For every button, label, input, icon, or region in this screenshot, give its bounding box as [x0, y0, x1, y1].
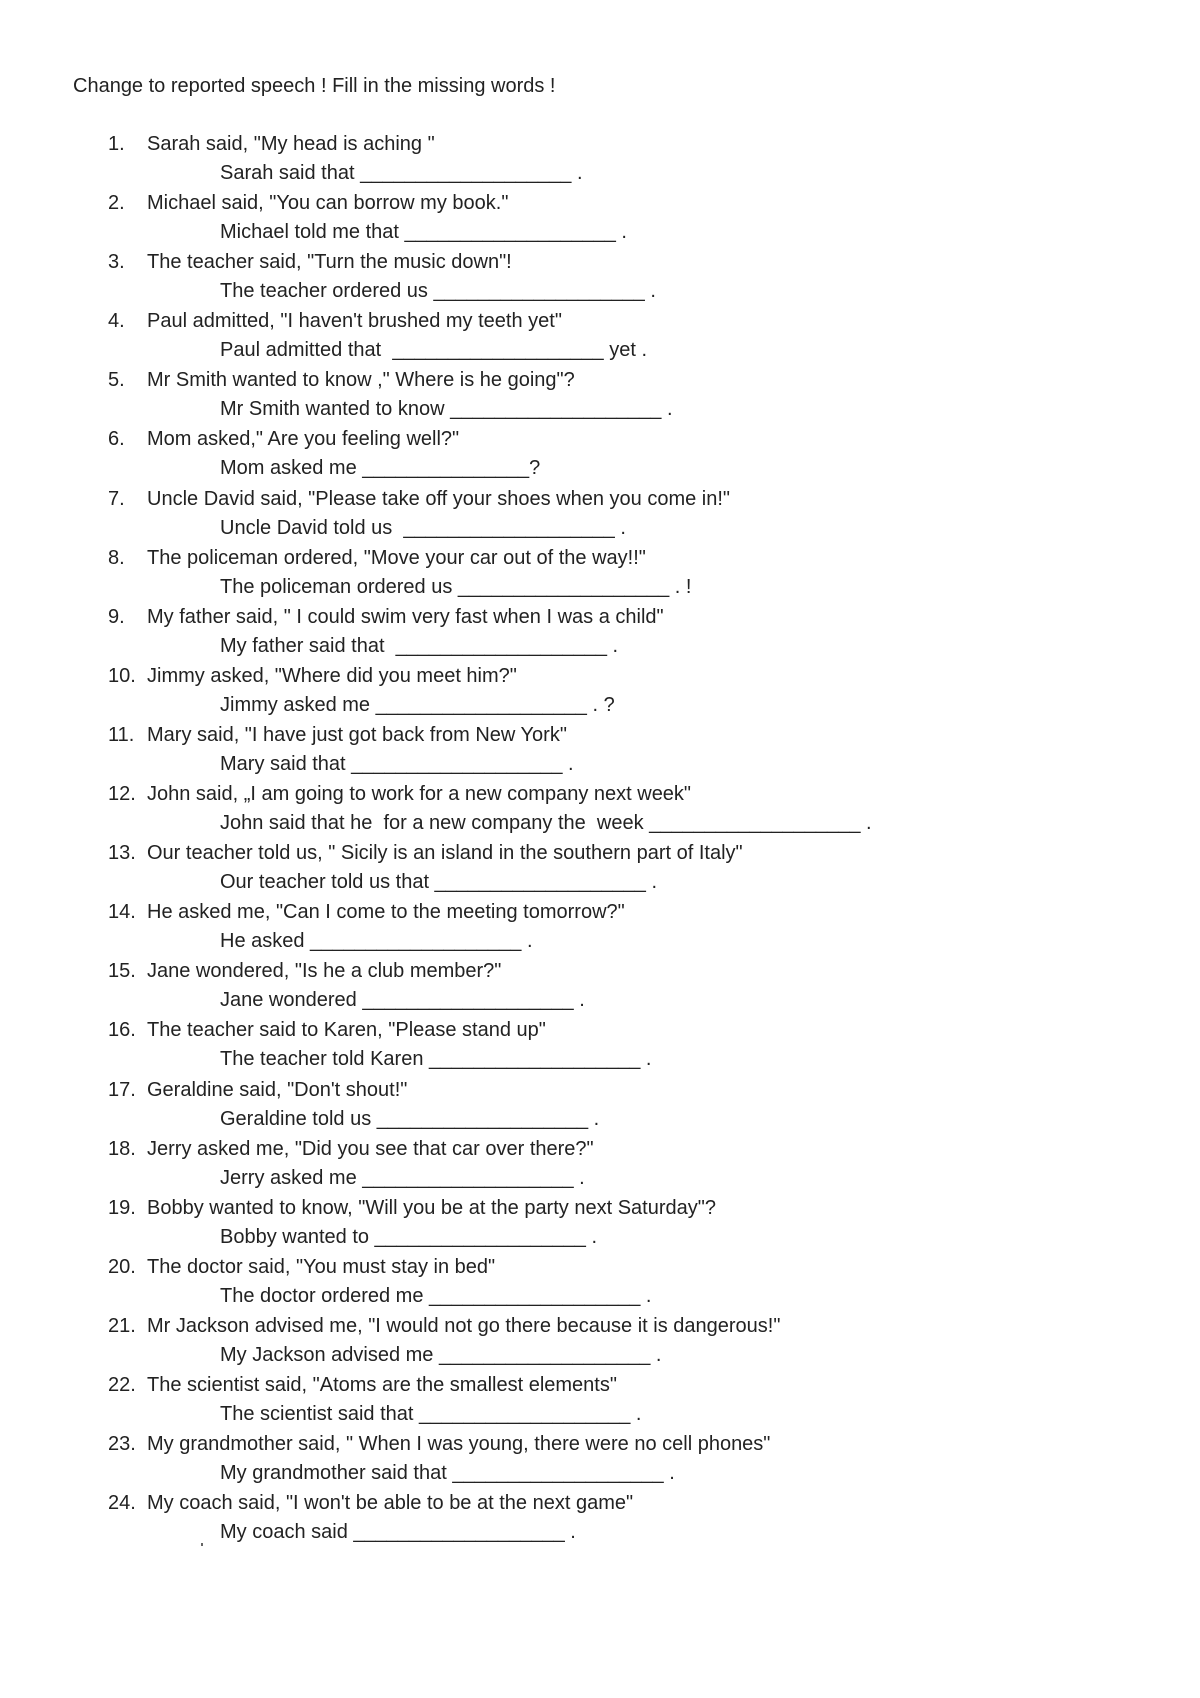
direct-speech-sentence: Bobby wanted to know, "Will you be at the party next Saturday"?: [147, 1196, 716, 1219]
exercise-item: [0, 189, 1200, 248]
item-number: 1.: [108, 133, 125, 155]
reported-speech-blank: The policeman ordered us ___________________ . !: [220, 575, 692, 598]
exercise-item: [0, 662, 1200, 721]
reported-speech-blank: My father said that ___________________ .: [220, 634, 619, 657]
direct-speech-sentence: Michael said, "You can borrow my book.": [147, 192, 509, 215]
direct-speech-sentence: He asked me, "Can I come to the meeting tomorrow?": [147, 901, 625, 924]
item-number: 2.: [108, 192, 125, 215]
item-number: 20.: [108, 1255, 136, 1278]
reported-speech-blank: Sarah said that ___________________ .: [220, 162, 583, 184]
direct-speech-sentence: My grandmother said, " When I was young, there were no cell phones": [147, 1433, 771, 1456]
reported-speech-blank: Paul admitted that ___________________ yet .: [220, 339, 648, 362]
reported-speech-blank: Jerry asked me ___________________ .: [220, 1166, 585, 1189]
reported-speech-blank: Our teacher told us that ___________________ .: [220, 871, 658, 894]
item-number: 23.: [108, 1433, 136, 1456]
reported-speech-blank: He asked ___________________ .: [220, 930, 533, 953]
direct-speech-sentence: Paul admitted, "I haven't brushed my teeth yet": [147, 310, 562, 333]
item-number: 6.: [108, 428, 125, 451]
item-number: 16.: [108, 1019, 136, 1042]
exercise-item: [0, 485, 1200, 544]
exercise-item: [0, 130, 1200, 189]
direct-speech-sentence: Our teacher told us, " Sicily is an island in the southern part of Italy": [147, 842, 743, 865]
reported-speech-blank: Mom asked me _______________?: [220, 457, 541, 480]
direct-speech-sentence: Jane wondered, "Is he a club member?": [147, 960, 502, 983]
direct-speech-sentence: Mom asked," Are you feeling well?": [147, 428, 460, 451]
item-number: 18.: [108, 1137, 136, 1160]
direct-speech-sentence: John said, „I am going to work for a new company next week": [147, 783, 692, 806]
reported-speech-blank: The scientist said that ___________________ .: [220, 1402, 642, 1425]
direct-speech-sentence: Jerry asked me, "Did you see that car over there?": [147, 1137, 594, 1160]
exercise-item: [0, 248, 1200, 307]
direct-speech-sentence: Mr Smith wanted to know ," Where is he going"?: [147, 369, 575, 392]
item-number: 24.: [108, 1492, 136, 1515]
exercise-item: [0, 1253, 1200, 1312]
exercise-item: [0, 898, 1200, 957]
exercise-item: [0, 721, 1200, 780]
reported-speech-blank: My grandmother said that ___________________ .: [220, 1462, 675, 1485]
direct-speech-sentence: Sarah said, "My head is aching ": [147, 133, 435, 155]
direct-speech-sentence: Uncle David said, "Please take off your shoes when you come in!": [147, 487, 731, 510]
reported-speech-blank: The teacher told Karen ___________________ .: [220, 1048, 652, 1071]
reported-speech-blank: Michael told me that ___________________ .: [220, 221, 627, 244]
item-number: 9.: [108, 605, 125, 628]
reported-speech-blank: John said that he for a new company the week ___________________ .: [220, 812, 872, 835]
reported-speech-blank: Uncle David told us ___________________ .: [220, 516, 626, 539]
item-number: 11.: [108, 723, 135, 746]
item-number: 14.: [108, 901, 136, 924]
exercise-item: [0, 1135, 1200, 1194]
reported-speech-blank: My Jackson advised me ___________________ .: [220, 1343, 662, 1366]
item-number: 10.: [108, 664, 136, 687]
item-number: 7.: [108, 487, 125, 510]
item-number: 19.: [108, 1196, 136, 1219]
reported-speech-blank: Geraldine told us ___________________ .: [220, 1107, 600, 1130]
item-number: 3.: [108, 251, 125, 274]
exercise-item: [0, 780, 1200, 839]
item-number: 22.: [108, 1373, 136, 1396]
direct-speech-sentence: Mr Jackson advised me, "I would not go there because it is dangerous!": [147, 1314, 781, 1337]
exercise-item: [0, 603, 1200, 662]
item-number: 15.: [108, 960, 136, 983]
instruction-heading: Change to reported speech ! Fill in the missing words !: [73, 75, 556, 97]
direct-speech-sentence: Jimmy asked, "Where did you meet him?": [147, 664, 517, 687]
reported-speech-blank: My coach said ___________________ .: [220, 1521, 576, 1544]
reported-speech-blank: Mary said that ___________________ .: [220, 752, 574, 775]
exercise-item: [0, 1430, 1200, 1489]
direct-speech-sentence: The scientist said, "Atoms are the smallest elements": [147, 1373, 617, 1396]
exercise-item: [0, 957, 1200, 1016]
exercise-item: [0, 1312, 1200, 1371]
direct-speech-sentence: The policeman ordered, "Move your car out of the way!!": [147, 546, 646, 569]
item-number: 4.: [108, 310, 125, 333]
direct-speech-sentence: My father said, " I could swim very fast when I was a child": [147, 605, 664, 628]
exercise-item: [0, 839, 1200, 898]
exercise-item: [0, 1489, 1200, 1548]
exercise-item: [0, 425, 1200, 484]
direct-speech-sentence: The teacher said to Karen, "Please stand up": [147, 1019, 546, 1042]
exercise-item: [0, 1076, 1200, 1135]
direct-speech-sentence: Geraldine said, "Don't shout!": [147, 1078, 408, 1101]
item-number: 12.: [108, 783, 136, 806]
item-number: 13.: [108, 842, 136, 865]
exercise-item: [0, 544, 1200, 603]
reported-speech-blank: The doctor ordered me ___________________ .: [220, 1284, 652, 1307]
direct-speech-sentence: The teacher said, "Turn the music down"!: [147, 251, 512, 274]
item-number: 5.: [108, 369, 125, 392]
direct-speech-sentence: Mary said, "I have just got back from New York": [147, 723, 567, 746]
exercise-item: [0, 1194, 1200, 1253]
reported-speech-blank: Bobby wanted to ___________________ .: [220, 1225, 598, 1248]
item-number: 21.: [108, 1314, 136, 1337]
direct-speech-sentence: The doctor said, "You must stay in bed": [147, 1255, 496, 1278]
reported-speech-blank: The teacher ordered us ___________________ .: [220, 280, 656, 303]
exercise-item: [0, 307, 1200, 366]
exercise-item: [0, 1371, 1200, 1430]
item-number: 17.: [108, 1078, 136, 1101]
item-number: 8.: [108, 546, 125, 569]
exercise-list: [0, 130, 1200, 1548]
reported-speech-blank: Jimmy asked me ___________________ . ?: [220, 693, 615, 716]
exercise-item: [0, 1016, 1200, 1075]
reported-speech-blank: Jane wondered ___________________ .: [220, 989, 585, 1012]
exercise-item: [0, 366, 1200, 425]
direct-speech-sentence: My coach said, "I won't be able to be at the next game": [147, 1492, 634, 1515]
stray-mark: [201, 1543, 203, 1546]
reported-speech-blank: Mr Smith wanted to know ___________________ .: [220, 398, 673, 421]
